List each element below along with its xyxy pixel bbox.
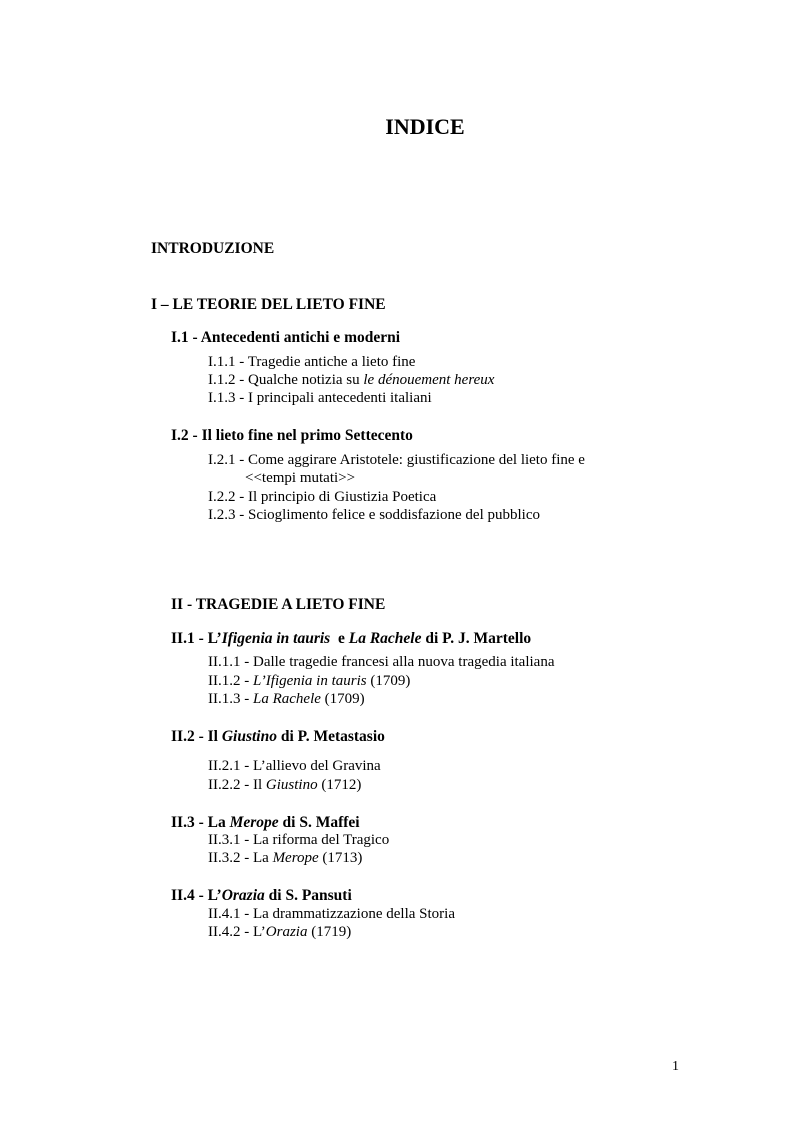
toc-entry (208, 850, 362, 867)
toc-entry: I.2.2 - Il principio di Giustizia Poetica (208, 489, 437, 505)
toc-entry-text: II.1.2 - (208, 673, 253, 689)
heading-text: di S. Maffei (278, 814, 360, 831)
heading-italic: Orazia (221, 887, 265, 904)
toc-entry (208, 691, 365, 708)
toc-section-heading: I.2 - Il lieto fine nel primo Settecento (171, 427, 413, 444)
toc-entry-italic: Giustino (265, 777, 318, 793)
toc-section-heading (171, 728, 385, 746)
toc-entry: I.1.3 - I principali antecedenti italiani (208, 390, 432, 406)
heading-text: di S. Pansuti (264, 887, 352, 904)
toc-entry: I.2.3 - Scioglimento felice e soddisfazione del pubblico (208, 507, 540, 523)
toc-entry-text: II.2.2 - Il (208, 777, 266, 793)
toc-part-1-heading: I – LE TEORIE DEL LIETO FINE (151, 296, 386, 313)
toc-entry (208, 924, 351, 941)
heading-text: II.3 - La (171, 814, 230, 831)
toc-entry-text: (1709) (320, 691, 365, 707)
page-title: INDICE (385, 114, 465, 139)
heading-italic: Giustino (221, 728, 277, 745)
heading-italic: Ifigenia in tauris (221, 630, 331, 647)
toc-entry-italic: Merope (272, 850, 319, 866)
toc-entry: I.2.1 - Come aggirare Aristotele: giustificazione del lieto fine e (208, 452, 585, 468)
page-number: 1 (672, 1059, 679, 1074)
toc-section-heading (171, 887, 352, 905)
toc-entry: II.1.1 - Dalle tragedie francesi alla nuova tragedia italiana (208, 654, 555, 670)
toc-entry-italic: Orazia (265, 924, 308, 940)
toc-entry-italic: L’Ifigenia in tauris (253, 673, 367, 689)
heading-text: II.2 - Il (171, 728, 222, 745)
toc-entry-italic: le dénouement hereux (363, 372, 495, 388)
toc-entry-text: II.1.3 - (208, 691, 253, 707)
toc-entry (208, 673, 410, 690)
toc-entry: II.4.1 - La drammatizzazione della Storia (208, 906, 455, 922)
toc-entry-text: (1709) (366, 673, 411, 689)
toc-entry: II.3.1 - La riforma del Tragico (208, 832, 390, 848)
toc-section-heading: I.1 - Antecedenti antichi e moderni (171, 329, 401, 346)
toc-entry (208, 777, 361, 794)
toc-introduction: INTRODUZIONE (151, 240, 275, 257)
toc-entry-text: (1713) (318, 850, 363, 866)
toc-entry-text: II.4.2 - L’ (208, 924, 266, 940)
heading-italic: La Rachele (348, 630, 422, 647)
toc-part-2-heading: II - TRAGEDIE A LIETO FINE (171, 596, 386, 613)
heading-text: e (330, 630, 349, 647)
toc-entry-continuation: <<tempi mutati>> (245, 470, 356, 486)
toc-entry: I.1.1 - Tragedie antiche a lieto fine (208, 354, 416, 370)
toc-entry-italic: La Rachele (253, 691, 321, 707)
toc-entry: II.2.1 - L’allievo del Gravina (208, 758, 381, 774)
heading-text: di P. Metastasio (276, 728, 385, 745)
toc-entry-text: I.1.2 - Qualche notizia su (208, 372, 364, 388)
toc-entry-text: (1712) (317, 777, 362, 793)
heading-text: II.4 - L’ (171, 887, 222, 904)
toc-section-heading (171, 814, 360, 832)
toc-entry-text: (1719) (307, 924, 352, 940)
heading-italic: Merope (229, 814, 279, 831)
heading-text: di P. J. Martello (421, 630, 532, 647)
toc-section-heading (171, 630, 531, 648)
heading-text: II.1 - L’ (171, 630, 222, 647)
toc-entry (208, 372, 494, 389)
toc-entry-text: II.3.2 - La (208, 850, 273, 866)
